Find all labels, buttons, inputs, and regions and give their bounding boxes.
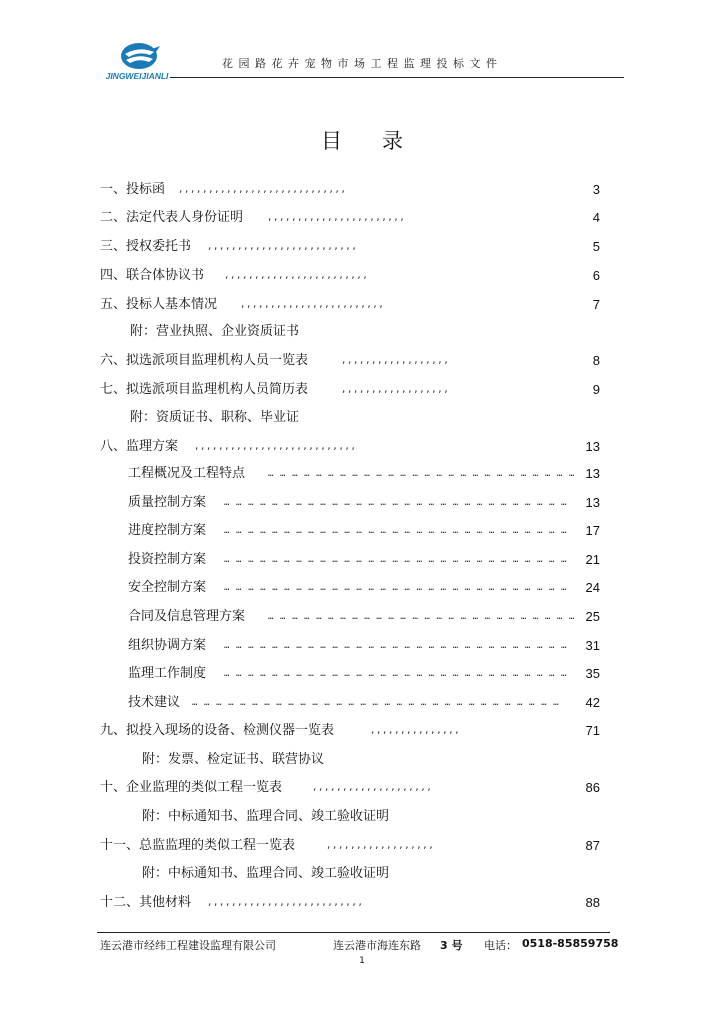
- toc-label: 一、投标函: [100, 182, 166, 197]
- toc-label: 二、法定代表人身份证明: [100, 210, 244, 225]
- toc-page: 21: [585, 552, 600, 567]
- footer-company: 连云港市经纬工程建设监理有限公司: [100, 939, 276, 952]
- toc-page: 4: [592, 210, 600, 225]
- toc-label: 四、联合体协议书: [100, 268, 205, 283]
- toc-leader: … … … … … … … … … … … … … … … … … … … … … … … … … …: [268, 469, 575, 479]
- toc-label: 安全控制方案: [128, 580, 207, 595]
- toc-entry[interactable]: [128, 664, 600, 684]
- toc-entry[interactable]: [100, 721, 600, 741]
- toc-entry[interactable]: [128, 578, 600, 598]
- toc-leader: ,,,,,,,,,,,,,,,,,,,,,,,,: [224, 271, 369, 281]
- toc-leader: ,,,,,,,,,,,,,,,,,,,,,,,: [267, 213, 406, 223]
- toc-label: 五、投标人基本情况: [100, 297, 218, 312]
- toc-note-label: 附：资质证书、职称、毕业证: [130, 410, 300, 425]
- toc-entry[interactable]: [128, 550, 600, 570]
- toc-note-label: 附：中标通知书、监理合同、竣工验收证明: [142, 809, 390, 824]
- toc-page: 17: [585, 523, 600, 538]
- toc-page: 5: [592, 239, 600, 254]
- toc-leader: … … … … … … … … … … … … … … … … … … … … … … … … … … … … …: [224, 555, 568, 565]
- toc-note-label: 附：营业执照、企业资质证书: [130, 324, 300, 339]
- toc-page: 9: [592, 382, 600, 397]
- toc-label: 组织协调方案: [128, 638, 207, 653]
- page-title: 目录: [321, 129, 443, 153]
- toc-page: 71: [585, 723, 600, 738]
- toc-label: 进度控制方案: [128, 523, 207, 538]
- toc-leader: ,,,,,,,,,,,,,,,,,,: [341, 356, 450, 366]
- toc-entry[interactable]: [128, 693, 600, 713]
- toc-page: 86: [585, 780, 600, 795]
- toc-page: 13: [585, 466, 600, 481]
- toc-label: 质量控制方案: [128, 495, 207, 510]
- footer-address-number: 3 号: [440, 939, 463, 952]
- toc-leader: … … … … … … … … … … … … … … … … … … … … … … … … … … … … …: [224, 669, 568, 679]
- toc-label: 七、拟选派项目监理机构人员简历表: [100, 382, 309, 397]
- toc-label: 合同及信息管理方案: [128, 609, 246, 624]
- toc-leader: ,,,,,,,,,,,,,,,,,,,,,,,,,,: [207, 898, 364, 908]
- toc-page: 6: [592, 268, 600, 283]
- toc-leader: ,,,,,,,,,,,,,,,,,,,,,,,,,: [207, 242, 358, 252]
- toc-entry[interactable]: [100, 295, 600, 315]
- toc-label: 八、监理方案: [100, 439, 179, 454]
- toc-leader: ,,,,,,,,,,,,,,,,,,,,,,,,,,,,: [178, 185, 347, 195]
- toc-entry[interactable]: [100, 208, 600, 228]
- toc-entry[interactable]: [100, 180, 600, 200]
- toc-leader: … … … … … … … … … … … … … … … … … … … … … … … … … … … … … … …: [192, 698, 560, 708]
- toc-entry[interactable]: [128, 493, 600, 513]
- toc-entry[interactable]: [128, 607, 600, 627]
- toc-leader: … … … … … … … … … … … … … … … … … … … … … … … … … … … … …: [224, 583, 568, 593]
- toc-label: 技术建议: [128, 695, 181, 710]
- footer-phone: 0518-85859758: [522, 937, 619, 950]
- toc-label: 十一、总监监理的类似工程一览表: [100, 838, 296, 853]
- page-number: 1: [359, 956, 365, 966]
- footer-phone-label: 电话：: [484, 939, 517, 952]
- toc-page: 3: [592, 182, 600, 197]
- toc-label: 投资控制方案: [128, 552, 207, 567]
- toc-entry[interactable]: [100, 351, 600, 371]
- logo-text: JINGWEIJIANLI: [105, 71, 169, 81]
- toc-leader: ,,,,,,,,,,,,,,,,,,,,,,,,: [240, 300, 385, 310]
- footer-rule: [97, 932, 610, 933]
- toc-entry[interactable]: [100, 437, 600, 457]
- toc-entry[interactable]: [100, 836, 600, 856]
- toc-entry[interactable]: [128, 464, 600, 484]
- toc-page: 87: [585, 838, 600, 853]
- toc-leader: … … … … … … … … … … … … … … … … … … … … … … … … … … … … …: [224, 526, 568, 536]
- toc-page: 8: [592, 353, 600, 368]
- toc-entry[interactable]: [100, 380, 600, 400]
- toc-leader: ,,,,,,,,,,,,,,,: [370, 726, 461, 736]
- toc-note: [142, 807, 542, 827]
- toc-leader: ,,,,,,,,,,,,,,,,,,,,,,,,,,,: [194, 442, 357, 452]
- toc-page: 88: [585, 895, 600, 910]
- toc-page: 31: [585, 638, 600, 653]
- toc-leader: … … … … … … … … … … … … … … … … … … … … … … … … … … … … …: [224, 498, 568, 508]
- toc-entry[interactable]: [128, 636, 600, 656]
- toc-page: 42: [585, 695, 600, 710]
- toc-entry[interactable]: [100, 237, 600, 257]
- toc-label: 监理工作制度: [128, 666, 207, 681]
- toc-entry[interactable]: [100, 266, 600, 286]
- toc-page: 25: [585, 609, 600, 624]
- toc-page: 13: [585, 495, 600, 510]
- toc-page: 24: [585, 580, 600, 595]
- toc-label: 六、拟选派项目监理机构人员一览表: [100, 353, 309, 368]
- toc-leader: ,,,,,,,,,,,,,,,,,,: [341, 385, 450, 395]
- toc-note: [130, 408, 530, 428]
- toc-label: 十二、其他材料: [100, 895, 192, 910]
- toc-note-label: 附：发票、检定证书、联营协议: [142, 752, 325, 767]
- toc-note: [142, 864, 542, 884]
- toc-label: 十、企业监理的类似工程一览表: [100, 780, 283, 795]
- toc-page: 7: [592, 297, 600, 312]
- toc-page: 35: [585, 666, 600, 681]
- toc-entry[interactable]: [100, 893, 600, 913]
- footer-address: 连云港市海连东路: [333, 939, 421, 952]
- toc-note-label: 附：中标通知书、监理合同、竣工验收证明: [142, 866, 390, 881]
- toc-leader: … … … … … … … … … … … … … … … … … … … … … … … … … … … … …: [224, 641, 568, 651]
- toc-page: 13: [585, 439, 600, 454]
- toc-leader: … … … … … … … … … … … … … … … … … … … … … … … … … …: [268, 612, 575, 622]
- toc-label: 三、授权委托书: [100, 239, 192, 254]
- toc-entry[interactable]: [128, 521, 600, 541]
- toc-label: 工程概况及工程特点: [128, 466, 246, 481]
- header-title: 花园路花卉宠物市场工程监理投标文件: [222, 57, 503, 70]
- toc-entry[interactable]: [100, 778, 600, 798]
- toc-leader: ,,,,,,,,,,,,,,,,,,,,: [312, 783, 433, 793]
- toc-leader: ,,,,,,,,,,,,,,,,,,: [326, 841, 435, 851]
- toc-note: [142, 750, 542, 770]
- toc-label: 九、拟投入现场的设备、检测仪器一览表: [100, 723, 335, 738]
- toc-note: [130, 322, 530, 342]
